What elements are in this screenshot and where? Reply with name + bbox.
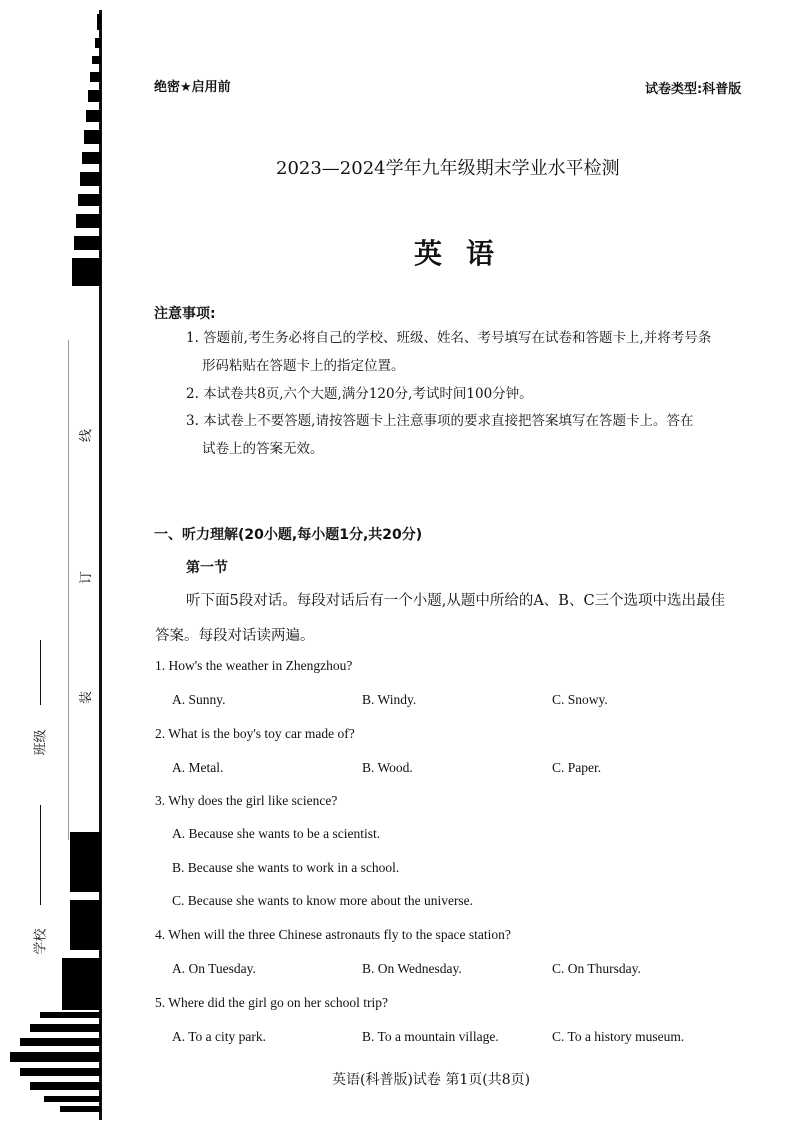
q5-option-a: A. To a city park. <box>172 1029 267 1044</box>
section-instruction: 听下面5段对话。每段对话后有一个小题,从题中所给的A、B、C三个选项中选出最佳 <box>186 593 726 609</box>
subject-title: 英语 <box>414 237 519 270</box>
side-staple-char: 订 <box>79 570 95 585</box>
q2-option-b: B. Wood. <box>362 760 413 775</box>
school-label: 学校 <box>33 928 49 955</box>
notice-item-1-cont: 形码粘贴在答题卡上的指定位置。 <box>202 358 405 374</box>
section-instruction-cont: 答案。每段对话读两遍。 <box>155 628 315 644</box>
q5-option-b: B. To a mountain village. <box>362 1029 499 1044</box>
q4-option-c: C. On Thursday. <box>552 961 641 976</box>
side-line-char: 线 <box>79 428 95 443</box>
question-4: 4. When will the three Chinese astronauts fly to the space station? <box>155 927 511 942</box>
q1-option-a: A. Sunny. <box>172 692 226 707</box>
section-title: 一、听力理解(20小题,每小题1分,共20分) <box>154 527 423 543</box>
exam-title: 2023—2024学年九年级期末学业水平检测 <box>276 158 620 179</box>
paper-type-label: 试卷类型:科普版 <box>645 82 742 97</box>
side-bind-char: 装 <box>79 690 95 705</box>
confidential-label: 绝密★启用前 <box>154 80 231 95</box>
question-5: 5. Where did the girl go on her school trip? <box>155 995 388 1010</box>
page-footer: 英语(科普版)试卷 第1页(共8页) <box>332 1072 531 1088</box>
question-1: 1. How's the weather in Zhengzhou? <box>155 658 353 673</box>
notice-heading: 注意事项: <box>154 306 216 322</box>
notice-item-1: 1. 答题前,考生务必将自己的学校、班级、姓名、考号填写在试卷和答题卡上,并将考号条 <box>186 330 712 346</box>
notice-item-2: 2. 本试卷共8页,六个大题,满分120分,考试时间100分钟。 <box>186 386 533 402</box>
q3-option-a: A. Because she wants to be a scientist. <box>172 826 381 841</box>
q3-option-c: C. Because she wants to know more about the universe. <box>172 893 474 908</box>
q1-option-b: B. Windy. <box>362 692 417 707</box>
q4-option-a: A. On Tuesday. <box>172 961 256 976</box>
q2-option-c: C. Paper. <box>552 760 602 775</box>
question-3: 3. Why does the girl like science? <box>155 793 338 808</box>
notice-item-3: 3. 本试卷上不要答题,请按答题卡上注意事项的要求直接把答案填写在答题卡上。答在 <box>186 413 694 429</box>
section-part: 第一节 <box>186 560 228 576</box>
class-label: 班级 <box>33 729 49 756</box>
q4-option-b: B. On Wednesday. <box>362 961 462 976</box>
question-2: 2. What is the boy's toy car made of? <box>155 726 355 741</box>
q5-option-c: C. To a history museum. <box>552 1029 685 1044</box>
q1-option-c: C. Snowy. <box>552 692 608 707</box>
q3-option-b: B. Because she wants to work in a school. <box>172 860 400 875</box>
q2-option-a: A. Metal. <box>172 760 224 775</box>
notice-item-3-cont: 试卷上的答案无效。 <box>202 441 324 457</box>
